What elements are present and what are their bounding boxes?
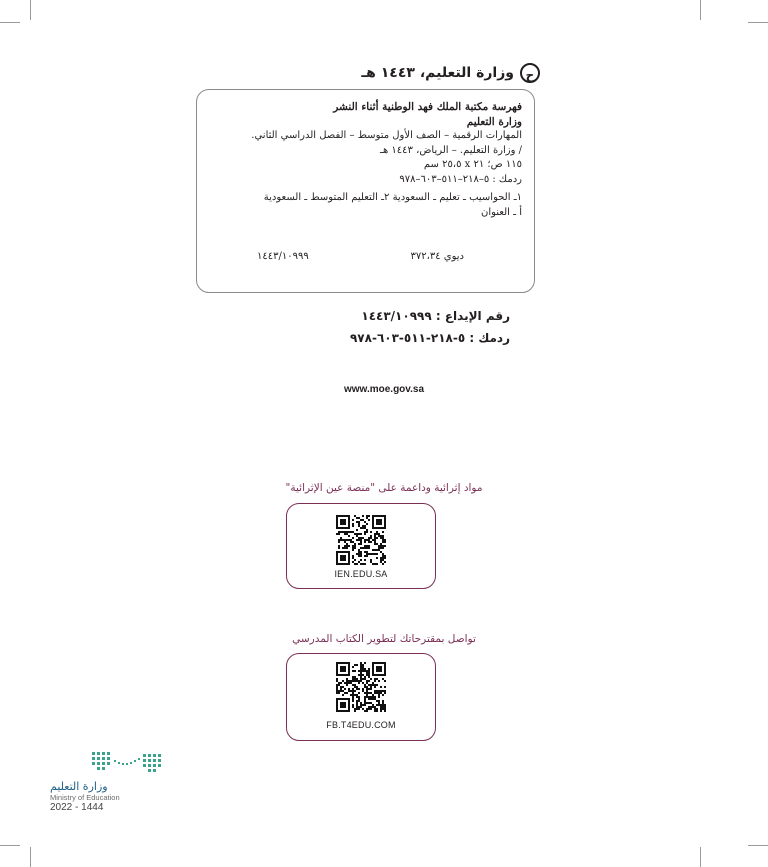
qr-caption-ien: مواد إثرائية وداعمة على "منصة عين الإثرائية" <box>285 482 483 494</box>
crop-mark <box>700 0 701 20</box>
ministry-logo <box>50 750 200 813</box>
catalog-dewey: ديوي ٣٧٢،٣٤ <box>410 251 464 262</box>
crop-mark <box>748 845 768 846</box>
crop-mark <box>30 0 31 20</box>
qr-code-icon <box>336 662 386 712</box>
ministry-logo-icon <box>50 750 190 776</box>
qr-url-feedback[interactable]: FB.T4EDU.COM <box>326 720 396 730</box>
catalog-subjects: ١ـ الحواسيب ـ تعليم ـ السعودية ٢ـ التعليم المتوسط ـ السعودية <box>263 192 522 203</box>
deposit-number: رقم الإيداع : ١٤٤٣/١٠٩٩٩ <box>361 309 510 323</box>
isbn-number: ردمك : ٥-٢١٨-٥١١-٦٠٣-٩٧٨ <box>349 331 510 345</box>
copyright-notice <box>300 62 540 84</box>
copyright-text: وزارة التعليم، ١٤٤٣ هـ <box>361 65 514 81</box>
qr-caption-feedback: تواصل بمقترحاتك لتطوير الكتاب المدرسي <box>292 633 476 645</box>
qr-box-ien[interactable] <box>286 503 436 589</box>
catalog-isbn: ردمك : ٥–٢١٨–٥١١–٦٠٣–٩٧٨ <box>399 173 522 185</box>
catalog-line: المهارات الرقمية – الصف الأول متوسط – الفصل الدراسي الثاني. <box>251 130 522 141</box>
catalog-line: / وزارة التعليم. – الرياض، ١٤٤٣ هـ <box>380 144 522 156</box>
crop-mark <box>30 847 31 867</box>
qr-url-ien[interactable]: IEN.EDU.SA <box>334 569 388 579</box>
cataloging-box <box>196 89 535 293</box>
catalog-publisher: وزارة التعليم <box>466 115 522 128</box>
copyright-symbol: ح <box>520 63 540 83</box>
qr-box-feedback[interactable] <box>286 653 436 741</box>
catalog-title-entry: أ ـ العنوان <box>480 206 522 218</box>
crop-mark <box>748 22 768 23</box>
catalog-line: ١١٥ ص؛ ٢١ x ٢٥،٥ سم <box>423 159 522 170</box>
website-link[interactable]: www.moe.gov.sa <box>343 384 425 395</box>
legal-info <box>250 305 510 349</box>
ministry-name-arabic: وزارة التعليم <box>50 780 108 793</box>
crop-mark <box>0 845 20 846</box>
catalog-title: فهرسة مكتبة الملك فهد الوطنية أثناء النشر <box>333 101 522 113</box>
catalog-deposit: ١٤٤٣/١٠٩٩٩ <box>257 251 309 262</box>
qr-code-icon <box>336 515 386 565</box>
crop-mark <box>700 847 701 867</box>
edition-year: 2022 - 1444 <box>50 802 104 813</box>
crop-mark <box>0 22 20 23</box>
ministry-name-english: Ministry of Education <box>50 793 120 802</box>
